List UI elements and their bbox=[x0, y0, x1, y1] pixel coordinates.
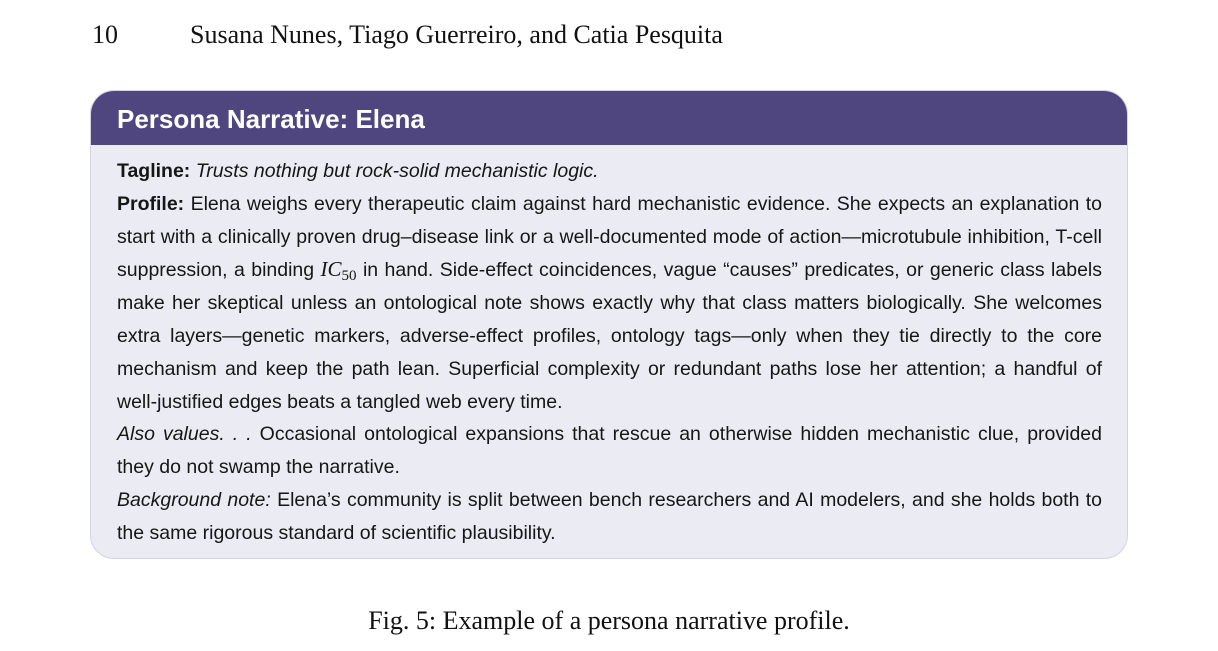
also-values-text: Occasional ontological expansions that rescue an otherwise hidden mechanistic clue, provided they do not swamp the narrative. bbox=[117, 423, 1102, 479]
profile-text-1: Elena weighs every therapeutic claim against hard mechanistic evidence. She expects an explanation to start with a clinically proven drug–disease link or a well-documented mode of action—microtubule inhibition, T-cell suppression, a binding bbox=[117, 192, 1102, 282]
ic50-subscript: 50 bbox=[341, 268, 357, 285]
tagline-label: Tagline: bbox=[117, 160, 191, 182]
page-number: 10 bbox=[92, 20, 118, 49]
persona-box-title: Persona Narrative: Elena bbox=[91, 91, 1127, 145]
persona-box bbox=[90, 90, 1128, 559]
tagline-text: Trusts nothing but rock-solid mechanistic logic. bbox=[195, 160, 599, 182]
persona-box-body bbox=[91, 145, 1127, 550]
running-header bbox=[92, 18, 723, 52]
ic50-base: IC bbox=[320, 257, 342, 282]
background-note-paragraph bbox=[117, 484, 1102, 550]
also-values-paragraph bbox=[117, 418, 1102, 484]
background-note-label: Background note: bbox=[117, 488, 271, 511]
profile-text-2: in hand. Side-effect coincidences, vague “causes” predicates, or generic class labels make her skeptical unless an ontological note shows exactly why that class matters biologically. She welcomes extra layers—genetic markers, adverse-effect profiles, ontology tags—only when they tie directly to the core mechanism and keep the path lean. Superficial complexity or redundant paths lose her attention; a handful of well-justified edges beats a tangled web every time. bbox=[117, 259, 1103, 413]
ic50-math bbox=[320, 257, 357, 285]
profile-label: Profile: bbox=[117, 192, 185, 215]
author-line: Susana Nunes, Tiago Guerreiro, and Catia Pesquita bbox=[190, 20, 723, 49]
also-values-label: Also values. . . bbox=[117, 423, 252, 446]
tagline-paragraph bbox=[117, 155, 1102, 188]
figure-caption: Fig. 5: Example of a persona narrative profile. bbox=[368, 606, 850, 635]
background-note-text: Elena’s community is split between bench researchers and AI modelers, and she holds both to the same rigorous standard of scientific plausibility. bbox=[117, 488, 1103, 544]
profile-paragraph bbox=[117, 188, 1102, 419]
